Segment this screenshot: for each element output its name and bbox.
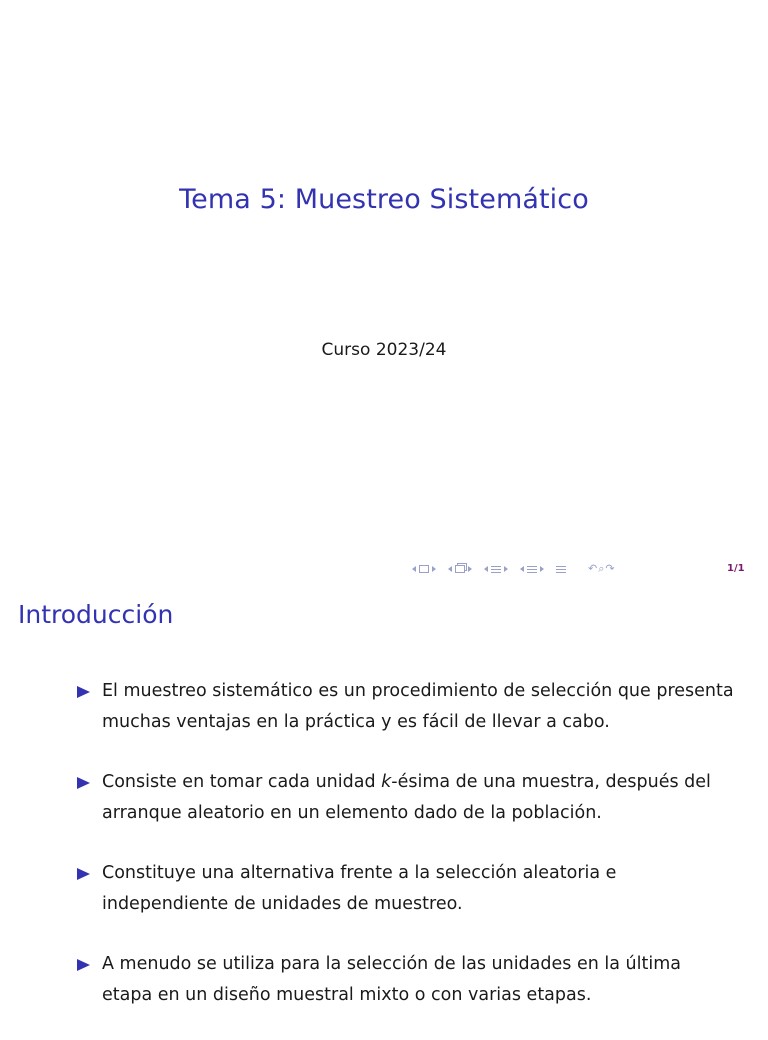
nav-left-arrow-icon [412, 566, 416, 572]
bullet-text-after: -ésima de una muestra, después del arranque aleatorio en un elemento dado de la población. [102, 772, 711, 823]
document-lines-icon [527, 566, 537, 573]
bullet-item [76, 767, 736, 829]
slide-title: Tema 5: Muestreo Sistemático [179, 184, 589, 215]
bullet-k-variable: k [381, 772, 392, 792]
nav-appendix-group[interactable] [556, 566, 566, 573]
beamer-navigation-bar [412, 561, 616, 577]
bullet-text: A menudo se utiliza para la selección de las unidades en la última etapa en un diseño muestral mixto o con varias etapas. [102, 954, 681, 1005]
bullet-item [76, 949, 736, 1011]
appendix-lines-icon [556, 566, 566, 573]
nav-left-arrow-icon [448, 566, 452, 572]
nav-left-arrow-icon [484, 566, 488, 572]
bullet-triangle-icon [77, 868, 90, 880]
frame-icon [419, 565, 429, 573]
page-number: 1/1 [727, 563, 745, 574]
nav-section-group[interactable] [484, 566, 508, 573]
nav-left-arrow-icon [520, 566, 524, 572]
bullet-text: Constituye una alternativa frente a la selección aleatoria e independiente de unidades de muestreo. [102, 863, 617, 914]
slide-subtitle: Curso 2023/24 [321, 340, 447, 360]
bullet-list [76, 676, 736, 1040]
section-title: Introducción [18, 600, 174, 629]
nav-right-arrow-icon [540, 566, 544, 572]
nav-subsection-group[interactable] [448, 565, 472, 573]
bullet-triangle-icon [77, 959, 90, 971]
section-lines-icon [491, 566, 501, 573]
bullet-text: El muestreo sistemático es un procedimiento de selección que presenta muchas ventajas en la práctica y es fácil de llevar a cabo. [102, 681, 734, 732]
nav-right-arrow-icon [432, 566, 436, 572]
bullet-item [76, 676, 736, 738]
nav-document-group[interactable] [520, 566, 544, 573]
bullet-item [76, 858, 736, 920]
nav-right-arrow-icon [468, 566, 472, 572]
bullet-triangle-icon [77, 686, 90, 698]
bullet-text-before: Consiste en tomar cada unidad [102, 772, 382, 792]
nav-frame-group[interactable] [412, 565, 436, 573]
nav-right-arrow-icon [504, 566, 508, 572]
search-back-forward-icon[interactable]: ↶⌕↷ [588, 562, 616, 575]
stack-frames-icon [455, 565, 465, 573]
bullet-triangle-icon [77, 777, 90, 789]
